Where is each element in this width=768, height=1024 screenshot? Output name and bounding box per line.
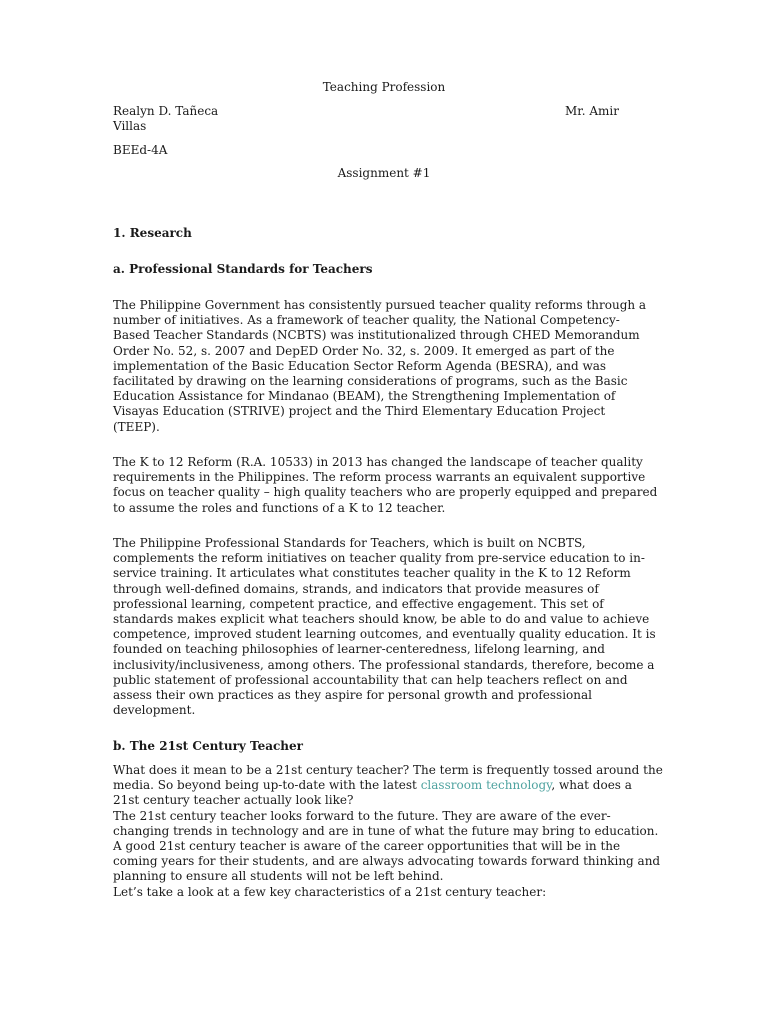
text-line: Education Assistance for Mindanao (BEAM), the Strengthening Implementation of xyxy=(113,389,616,404)
text-line: What does it mean to be a 21st century teacher? The term is frequently tossed around the xyxy=(113,763,663,777)
instructor-name-line1: Mr. Amir xyxy=(565,104,619,118)
text-segment: , what does a xyxy=(551,778,632,793)
text-line: coming years for their students, and are always advocating towards forward thinking and xyxy=(113,854,661,869)
text-line: The K to 12 Reform (R.A. 10533) in 2013 has changed the landscape of teacher quality xyxy=(113,455,643,469)
text-line: professional learning, competent practice, and effective engagement. This set of xyxy=(113,596,604,611)
paragraph-ncbts xyxy=(113,298,653,435)
text-line: competence, improved student learning outcomes, and eventually quality education. It is xyxy=(113,627,656,642)
text-line: (TEEP). xyxy=(113,419,160,434)
text-line: through well-defined domains, strands, and indicators that provide measures of xyxy=(113,581,599,596)
text-line: Based Teacher Standards (NCBTS) was institutionalized through CHED Memorandum xyxy=(113,328,640,343)
text-line: A good 21st century teacher is aware of the career opportunities that will be in the xyxy=(113,839,621,854)
text-line: requirements in the Philippines. The reform process warrants an equivalent supportive xyxy=(113,470,646,485)
text-line: Let’s take a look at a few key characteristics of a 21st century teacher: xyxy=(113,884,547,899)
text-line: assess their own practices as they aspire for personal growth and professional xyxy=(113,688,592,703)
text-line: The 21st century teacher looks forward to the future. They are aware of the ever- xyxy=(113,808,611,823)
instructor-name-line2: Villas xyxy=(113,119,147,133)
text-line: Visayas Education (STRIVE) project and the Third Elementary Education Project xyxy=(113,404,606,419)
paragraph-21st-century-intro xyxy=(113,763,663,900)
text-line: complements the reform initiatives on teacher quality from pre-service education to in- xyxy=(113,551,645,566)
text-line xyxy=(113,778,653,793)
classroom-technology-link[interactable]: classroom technology xyxy=(416,778,552,793)
student-name: Realyn D. Tañeca xyxy=(113,104,219,118)
text-line: The Philippine Professional Standards for Teachers, which is built on NCBTS, xyxy=(113,536,586,550)
text-line: to assume the roles and functions of a K to 12 teacher. xyxy=(113,500,446,515)
text-line: focus on teacher quality – high quality teachers who are properly equipped and prepared xyxy=(113,485,658,500)
text-line: implementation of the Basic Education Sector Reform Agenda (BESRA), and was xyxy=(113,358,607,373)
assignment-title: Assignment #1 xyxy=(337,166,431,180)
text-line: Order No. 52, s. 2007 and DepED Order No. 32, s. 2009. It emerged as part of the xyxy=(113,343,615,358)
paragraph-k12-reform xyxy=(113,455,658,516)
text-line: inclusivity/inclusiveness, among others. The professional standards, therefore, become a xyxy=(113,657,655,672)
text-line: public statement of professional accountability that can help teachers reflect on and xyxy=(113,672,628,687)
text-line: standards makes explicit what teachers should know, be able to do and value to achieve xyxy=(113,612,650,627)
text-line: service training. It articulates what constitutes teacher quality in the K to 12 Reform xyxy=(113,566,631,581)
text-segment: media. So beyond being up-to-date with the latest xyxy=(113,778,417,793)
paragraph-ppst xyxy=(113,536,656,718)
text-line: planning to ensure all students will not be left behind. xyxy=(113,869,444,884)
text-line: number of initiatives. As a framework of teacher quality, the National Competency- xyxy=(113,313,620,328)
section-heading-research: 1. Research xyxy=(113,226,192,240)
text-line: changing trends in technology and are in tune of what the future may bring to education. xyxy=(113,823,659,838)
text-line: founded on teaching philosophies of learner-centeredness, lifelong learning, and xyxy=(113,642,605,657)
course-code: BEEd-4A xyxy=(113,143,168,157)
document-title: Teaching Profession xyxy=(322,80,446,94)
text-line: The Philippine Government has consistently pursued teacher quality reforms through a xyxy=(113,298,647,312)
text-line: 21st century teacher actually look like? xyxy=(113,793,354,808)
text-line: development. xyxy=(113,703,196,718)
text-line: facilitated by drawing on the learning considerations of programs, such as the Basic xyxy=(113,374,628,389)
section-heading-21st-century-teacher: b. The 21st Century Teacher xyxy=(113,739,303,753)
section-heading-professional-standards: a. Professional Standards for Teachers xyxy=(113,262,373,276)
